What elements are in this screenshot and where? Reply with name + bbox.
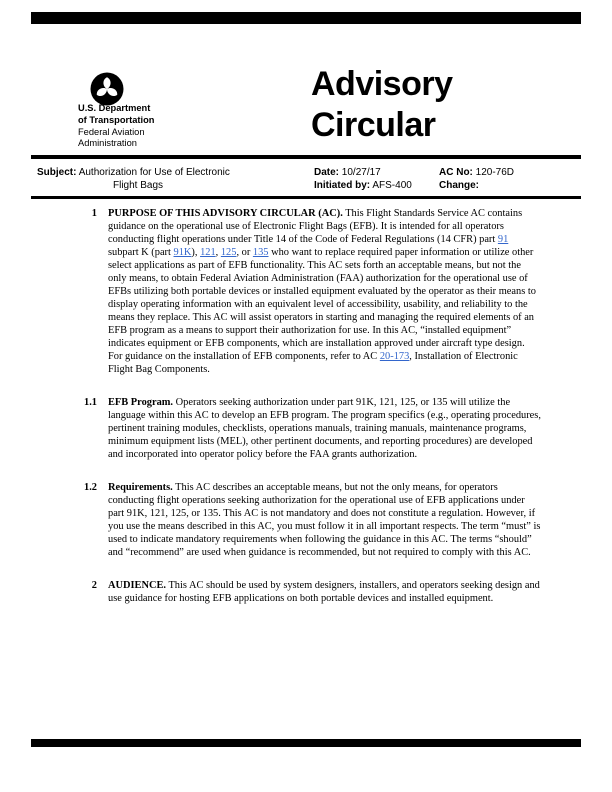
inline-link-20-173[interactable]: 20-173 (379, 351, 410, 362)
paragraph-text (108, 579, 541, 605)
document-title (311, 64, 453, 146)
subject-value-line2: Flight Bags (113, 180, 164, 191)
initiated-by-value: AFS-400 (372, 180, 412, 191)
subject-label: Subject: (37, 167, 77, 178)
paragraph-number: 1 (91, 208, 97, 219)
ac-no-field (439, 166, 514, 179)
initiated-by-label: Initiated by: (314, 180, 371, 191)
agency-line: Administration (78, 138, 137, 149)
body-paragraphs (31, 207, 547, 625)
paragraph-text (108, 207, 541, 376)
subject-rule (31, 196, 581, 199)
inline-link-135[interactable]: 135 (252, 247, 269, 258)
agency-line: of Transportation (78, 114, 155, 125)
inline-link-125[interactable]: 125 (220, 247, 237, 258)
paragraph-run: ), (191, 247, 201, 258)
subject-value-line1: Authorization for Use of Electronic (78, 167, 230, 178)
paragraph-run: Operators seeking authorization under part 91K, 121, 125, or 135 will utilize the language within this AC to develop an EFB program. The program specifics (e.g., operating procedures, pertinent training modules, checklists, operations manuals, training manuals, maintenance programs, minimum equipment lists (MEL), other pertinent documents, and reporting procedures) are developed and incorporated into operator policy before the FAA grants authorization. (108, 397, 541, 460)
paragraph-text (108, 396, 541, 461)
paragraph-run: , Installation of Electronic Flight Bag Components. (108, 351, 518, 375)
paragraph-run: This AC should be used by system designers, installers, and operators seeking design and use guidance for hosting EFB applications on both portable devices and installed equipment. (108, 580, 540, 604)
paragraph-heading: EFB Program. (108, 397, 174, 408)
inline-link-91[interactable]: 91 (497, 234, 509, 245)
paragraph-number: 2 (91, 580, 97, 591)
paragraph-run: who want to replace required paper information or utilize other select applications as part of EFB functionality. This AC sets forth an acceptable means, but not the only means, to obtain Federal Aviation Administration (FAA) authorization for the operational use of EFBs utilizing both portable devices or installed equipment evaluated by the operator as their means to display operating information with an equivalent level of accessibility, usability, and reliability to the means they replace. This AC will assist operators in starting and managing the required elements of an EFB program as a means to support their authorization for use. In this AC, “installed equipment” indicates equipment or EFB components, which are installation approved under aircraft type design. For guidance on the installation of EFB components, refer to AC (108, 247, 536, 362)
date-field (314, 166, 381, 179)
paragraph-run: subpart K (part (108, 247, 174, 258)
us-dot-triskelion-logo-icon (90, 72, 124, 106)
ac-no-label: AC No: (439, 167, 473, 178)
paragraph-number: 1.1 (84, 397, 97, 408)
document-title-line2: Circular (311, 106, 436, 144)
date-value: 10/27/17 (341, 167, 381, 178)
paragraph-1.2 (31, 481, 547, 559)
paragraph-run: This Flight Standards Service AC contains guidance on the operational use of Electronic Flight Bags (EFB). It is intended for all operators conducting flight operations under Title 14 of the Code of Federal Regulations (14 CFR) part (108, 208, 523, 245)
paragraph-2 (31, 579, 547, 605)
agency-block (78, 103, 154, 150)
paragraph-1 (31, 207, 547, 376)
agency-line: Federal Aviation (78, 126, 145, 137)
initiated-by-field (314, 179, 412, 192)
date-label: Date: (314, 167, 340, 178)
paragraph-heading: AUDIENCE. (108, 580, 167, 591)
paragraph-heading: PURPOSE OF THIS ADVISORY CIRCULAR (AC). (108, 208, 343, 219)
change-field (439, 179, 479, 192)
change-label: Change: (439, 180, 479, 191)
ac-no-value: 120-76D (475, 167, 515, 178)
bottom-border-bar (31, 739, 581, 747)
subject-field (37, 166, 230, 179)
paragraph-text (108, 481, 541, 559)
paragraph-1.1 (31, 396, 547, 461)
paragraph-run: This AC describes an acceptable means, but not the only means, for operators conducting flight operations seeking authorization for the operational use of EFB applications under part 91K, 121, 125, or 135. This AC is not mandatory and does not constitute a regulation. However, if you use the means described in this AC, you must follow it in all important respects. The term “must” is used to indicate mandatory requirements when following the guidance in this AC. The terms “should” and “recommend” are used when guidance is recommended, but not required to comply with this AC. (108, 482, 541, 558)
paragraph-run: , (215, 247, 221, 258)
paragraph-number: 1.2 (84, 482, 97, 493)
inline-link-91K[interactable]: 91K (173, 247, 192, 258)
top-border-bar (31, 12, 581, 24)
paragraph-run: , or (236, 247, 253, 258)
paragraph-heading: Requirements. (108, 482, 173, 493)
header-rule (31, 155, 581, 159)
agency-line: U.S. Department (78, 103, 151, 113)
inline-link-121[interactable]: 121 (200, 247, 216, 258)
document-title-line1: Advisory (311, 65, 453, 103)
